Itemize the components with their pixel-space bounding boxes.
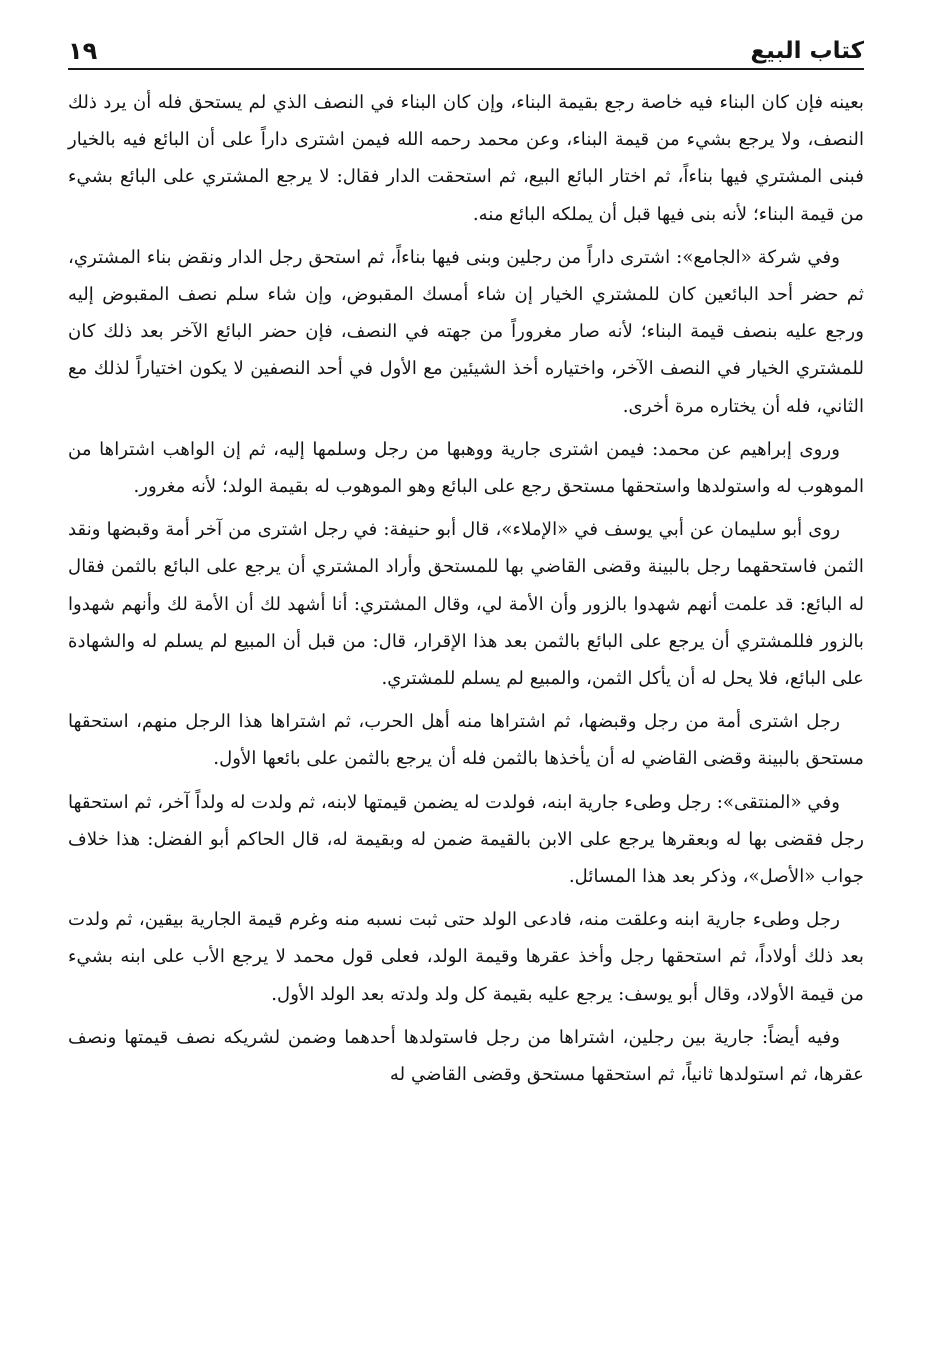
paragraph: وفي «المنتقى»: رجل وطىء جارية ابنه، فولدت له يضمن قيمتها لابنه، ثم ولدت له ولداً آخر، ثم استحقها رجل فقضى بها له وبعقرها يرجع على الابن بالقيمة ضمن له وبقيمة له، قال الحاكم أبو الفضل: هذا خلاف جواب «الأصل»، وذكر بعد هذا المسائل. — [68, 791, 864, 888]
book-page — [68, 28, 864, 1093]
paragraph: روى أبو سليمان عن أبي يوسف في «الإملاء»، قال أبو حنيفة: في رجل اشترى من آخر أمة وقبضها ونقد الثمن فاستحقهما رجل بالبينة وقضى القاضي بها للمستحق وأراد المشتري أن يرجع على البائع بالثمن فقال له البائع: قد علمت أنهم شهدوا بالزور وأن الأمة لي، وقال المشتري: أنا أشهد لك أن الأمة لك وأنهم شهدوا بالزور فللمشتري أن يرجع على البائع بالثمن بعد هذا الإقرار، قال: من قبل أن المبيع لم يسلم له والشهادة على البائع، فلا يحل له أن يأكل الثمن، والمبيع لم يسلم للمشتري. — [68, 519, 864, 690]
paragraph: بعينه فإن كان البناء فيه خاصة رجع بقيمة البناء، وإن كان البناء في النصف الذي لم يستحق فله أن يرد ذلك النصف، ولا يرجع بشيء من قيمة البناء، وعن محمد رحمه الله فيمن اشترى داراً على أن البائع فيه بالخيار فبنى المشتري فيها بناءاً، ثم اختار البائع البيع، ثم استحقت الدار فقال: لا يرجع المشتري على البائع بشيء من قيمة البناء؛ لأنه بنى فيها قبل أن يملكه البائع منه. — [68, 92, 864, 225]
running-head — [68, 28, 864, 70]
paragraph: وفيه أيضاً: جارية بين رجلين، اشتراها من رجل فاستولدها أحدهما وضمن لشريكه نصف قيمتها ونصف عقرها، ثم استولدها ثانياً، ثم استحقها مستحق وقضى القاضي له — [68, 1026, 864, 1086]
paragraph: رجل اشترى أمة من رجل وقبضها، ثم اشتراها منه أهل الحرب، ثم اشتراها هذا الرجل منهم، استحقها مستحق بالبينة وقضى القاضي له أن يأخذها بالثمن فله أن يرجع بالثمن على بائعها الأول. — [68, 711, 864, 770]
chapter-title: كتاب البيع — [750, 38, 864, 64]
body-text — [68, 84, 864, 1093]
paragraph: وروى إبراهيم عن محمد: فيمن اشترى جارية ووهبها من رجل وسلمها إليه، ثم إن الواهب اشتراها من الموهوب له واستولدها واستحقها مستحق رجع على البائع وهو الموهوب له بقيمة الولد؛ لأنه مغرور. — [68, 438, 864, 498]
paragraph: وفي شركة «الجامع»: اشترى داراً من رجلين وبنى فيها بناءاً، ثم استحق رجل الدار ونقض بناء المشتري، ثم حضر أحد البائعين كان للمشتري الخيار إن شاء أمسك المقبوض، وإن شاء سلم نصف المقبوض إليه ورجع عليه بنصف قيمة البناء؛ لأنه صار مغروراً من جهته في النصف، فإن حضر البائع الآخر بعد ذلك كان للمشتري الخيار في النصف الآخر، واختياره أخذ الشيئين مع الأول في أحد النصفين لا يكون اختياراً لذلك مع الثاني، فله أن يختاره مرة أخرى. — [68, 246, 864, 417]
page-number: ١٩ — [68, 37, 98, 65]
paragraph: رجل وطىء جارية ابنه وعلقت منه، فادعى الولد حتى ثبت نسبه منه وغرم قيمة الجارية بيقين، ثم ولدت بعد ذلك أولاداً، ثم استحقها رجل وأخذ عقرها وقيمة الولد، فعلى قول محمد لا يرجع الأب على ابنه بشيء من قيمة الأولاد، وقال أبو يوسف: يرجع عليه بقيمة كل ولد ولدته بعد الولد الأول. — [68, 909, 864, 1005]
